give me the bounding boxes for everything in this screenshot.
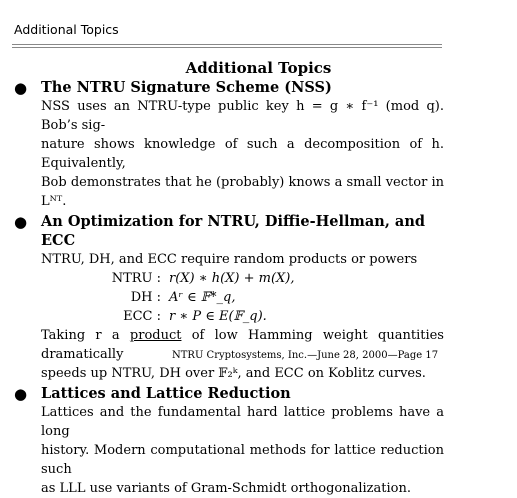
- equation-expr: Aʳ ∈ 𝔽*_q,: [169, 290, 236, 305]
- page-footer: NTRU Cryptosystems, Inc.—June 28, 2000—Page 17: [172, 350, 439, 361]
- bullet-dot-icon: ●: [14, 79, 28, 97]
- bullet-item-lattices: [14, 384, 444, 498]
- item-line: as LLL use variants of Gram-Schmidt orthogonalization.: [41, 481, 411, 496]
- item-line: Lattices and the fundamental hard lattice problems have a long: [41, 405, 444, 439]
- header-rule-lower: [12, 47, 442, 48]
- item-intro: NTRU, DH, and ECC require random products or powers: [41, 252, 418, 267]
- equation-label: NTRU :: [111, 271, 161, 286]
- running-header: Additional Topics: [14, 22, 119, 37]
- equation-label: ECC :: [123, 309, 161, 324]
- text-fragment: Taking r a: [41, 328, 130, 343]
- underlined-word: product: [129, 328, 182, 343]
- equation-label: DH :: [130, 290, 161, 305]
- header-rule: [12, 44, 442, 45]
- equation-row: [41, 269, 444, 288]
- item-line: nature shows knowledge of such a decomposition of h. Equivalently,: [41, 137, 444, 171]
- bullet-item-nss: [14, 78, 444, 211]
- slide-title: Additional Topics: [185, 59, 332, 77]
- item-line: NSS uses an NTRU-type public key h = g ∗ f⁻¹ (mod q). Bob’s sig-: [41, 99, 444, 133]
- bullet-dot-icon: ●: [14, 385, 28, 403]
- equation-expr: r ∗ P ∈ E(𝔽_q).: [169, 309, 267, 324]
- text-fragment: of low Hamming weight quantities dramatically: [41, 328, 444, 362]
- item-title: Lattices and Lattice Reduction: [41, 385, 291, 402]
- item-title: The NTRU Signature Scheme (NSS): [41, 79, 332, 96]
- slide-content: [14, 78, 444, 498]
- equation-block: [41, 269, 444, 326]
- item-title: An Optimization for NTRU, Diffie-Hellman, and ECC: [41, 213, 425, 249]
- equation-row: [41, 288, 444, 307]
- item-line: speeds up NTRU, DH over 𝔽₂ᵏ, and ECC on Koblitz curves.: [41, 366, 426, 381]
- item-line: history. Modern computational methods for lattice reduction such: [41, 443, 444, 477]
- bullet-dot-icon: ●: [14, 213, 28, 231]
- equation-row: [41, 307, 444, 326]
- equation-expr: r(X) ∗ h(X) + m(X),: [169, 271, 295, 286]
- item-line: Bob demonstrates that he (probably) knows a small vector in Lᴺᵀ.: [41, 175, 444, 209]
